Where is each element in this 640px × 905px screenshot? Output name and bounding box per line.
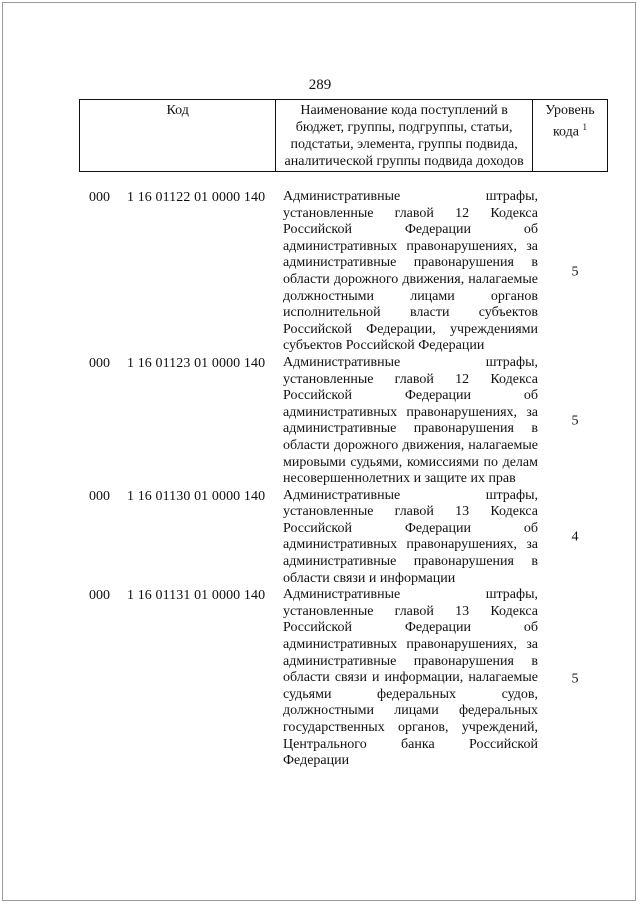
- income-code: 1 16 01130 01 0000 140: [127, 488, 266, 504]
- income-description: Административные штрафы, установленные главой 13 Кодекса Российской Федерации об административных правонарушениях, за административные правонарушения в области связи и информации, налагаемые судьями федеральных судов, должностными лицами федеральных государственных органов, учреждений, Центрального банка Российской Федерации: [283, 587, 538, 769]
- table-body: [0, 189, 640, 770]
- income-code: 1 16 01123 01 0000 140: [127, 355, 266, 371]
- header-level: Уровень кода: [545, 103, 595, 140]
- header-level-cell: [532, 100, 607, 172]
- table-row: [0, 189, 640, 355]
- admin-code: 000: [89, 488, 110, 504]
- income-description: Административные штрафы, установленные главой 13 Кодекса Российской Федерации об административных правонарушениях, за административные правонарушения в области связи и информации: [283, 487, 538, 586]
- income-description: Административные штрафы, установленные главой 12 Кодекса Российской Федерации об административных правонарушениях, за административные правонарушения в области дорожного движения, налагаемые должностными лицами органов исполнительной власти субъектов Российской Федерации, учреждениями субъектов Российской Федерации: [283, 189, 538, 354]
- header-code: Код: [80, 100, 276, 172]
- header-name: Наименование кода поступлений в бюджет, группы, подгруппы, статьи, подстатьи, элемента, группы подвида, аналитической группы подвида доходов: [276, 100, 533, 172]
- table-row: [0, 587, 640, 770]
- header-row: [80, 100, 608, 172]
- table-row: [0, 488, 640, 588]
- table-header: [79, 99, 608, 172]
- admin-code: 000: [89, 355, 110, 371]
- header-level-footnote: 1: [582, 122, 587, 132]
- admin-code: 000: [89, 588, 110, 604]
- income-code: 1 16 01122 01 0000 140: [127, 190, 266, 205]
- table-row: [0, 355, 640, 488]
- income-description: Административные штрафы, установленные главой 12 Кодекса Российской Федерации об административных правонарушениях, за административные правонарушения в области дорожного движения, налагаемые мировыми судьями, комиссиями по делам несовершеннолетних и защите их прав: [283, 354, 538, 487]
- admin-code: 000: [89, 190, 110, 205]
- code-level: 5: [571, 413, 579, 429]
- code-level: 5: [571, 671, 579, 687]
- page-number: 289: [308, 77, 332, 93]
- code-level: 5: [571, 264, 579, 280]
- code-level: 4: [571, 529, 579, 545]
- income-code: 1 16 01131 01 0000 140: [127, 588, 266, 604]
